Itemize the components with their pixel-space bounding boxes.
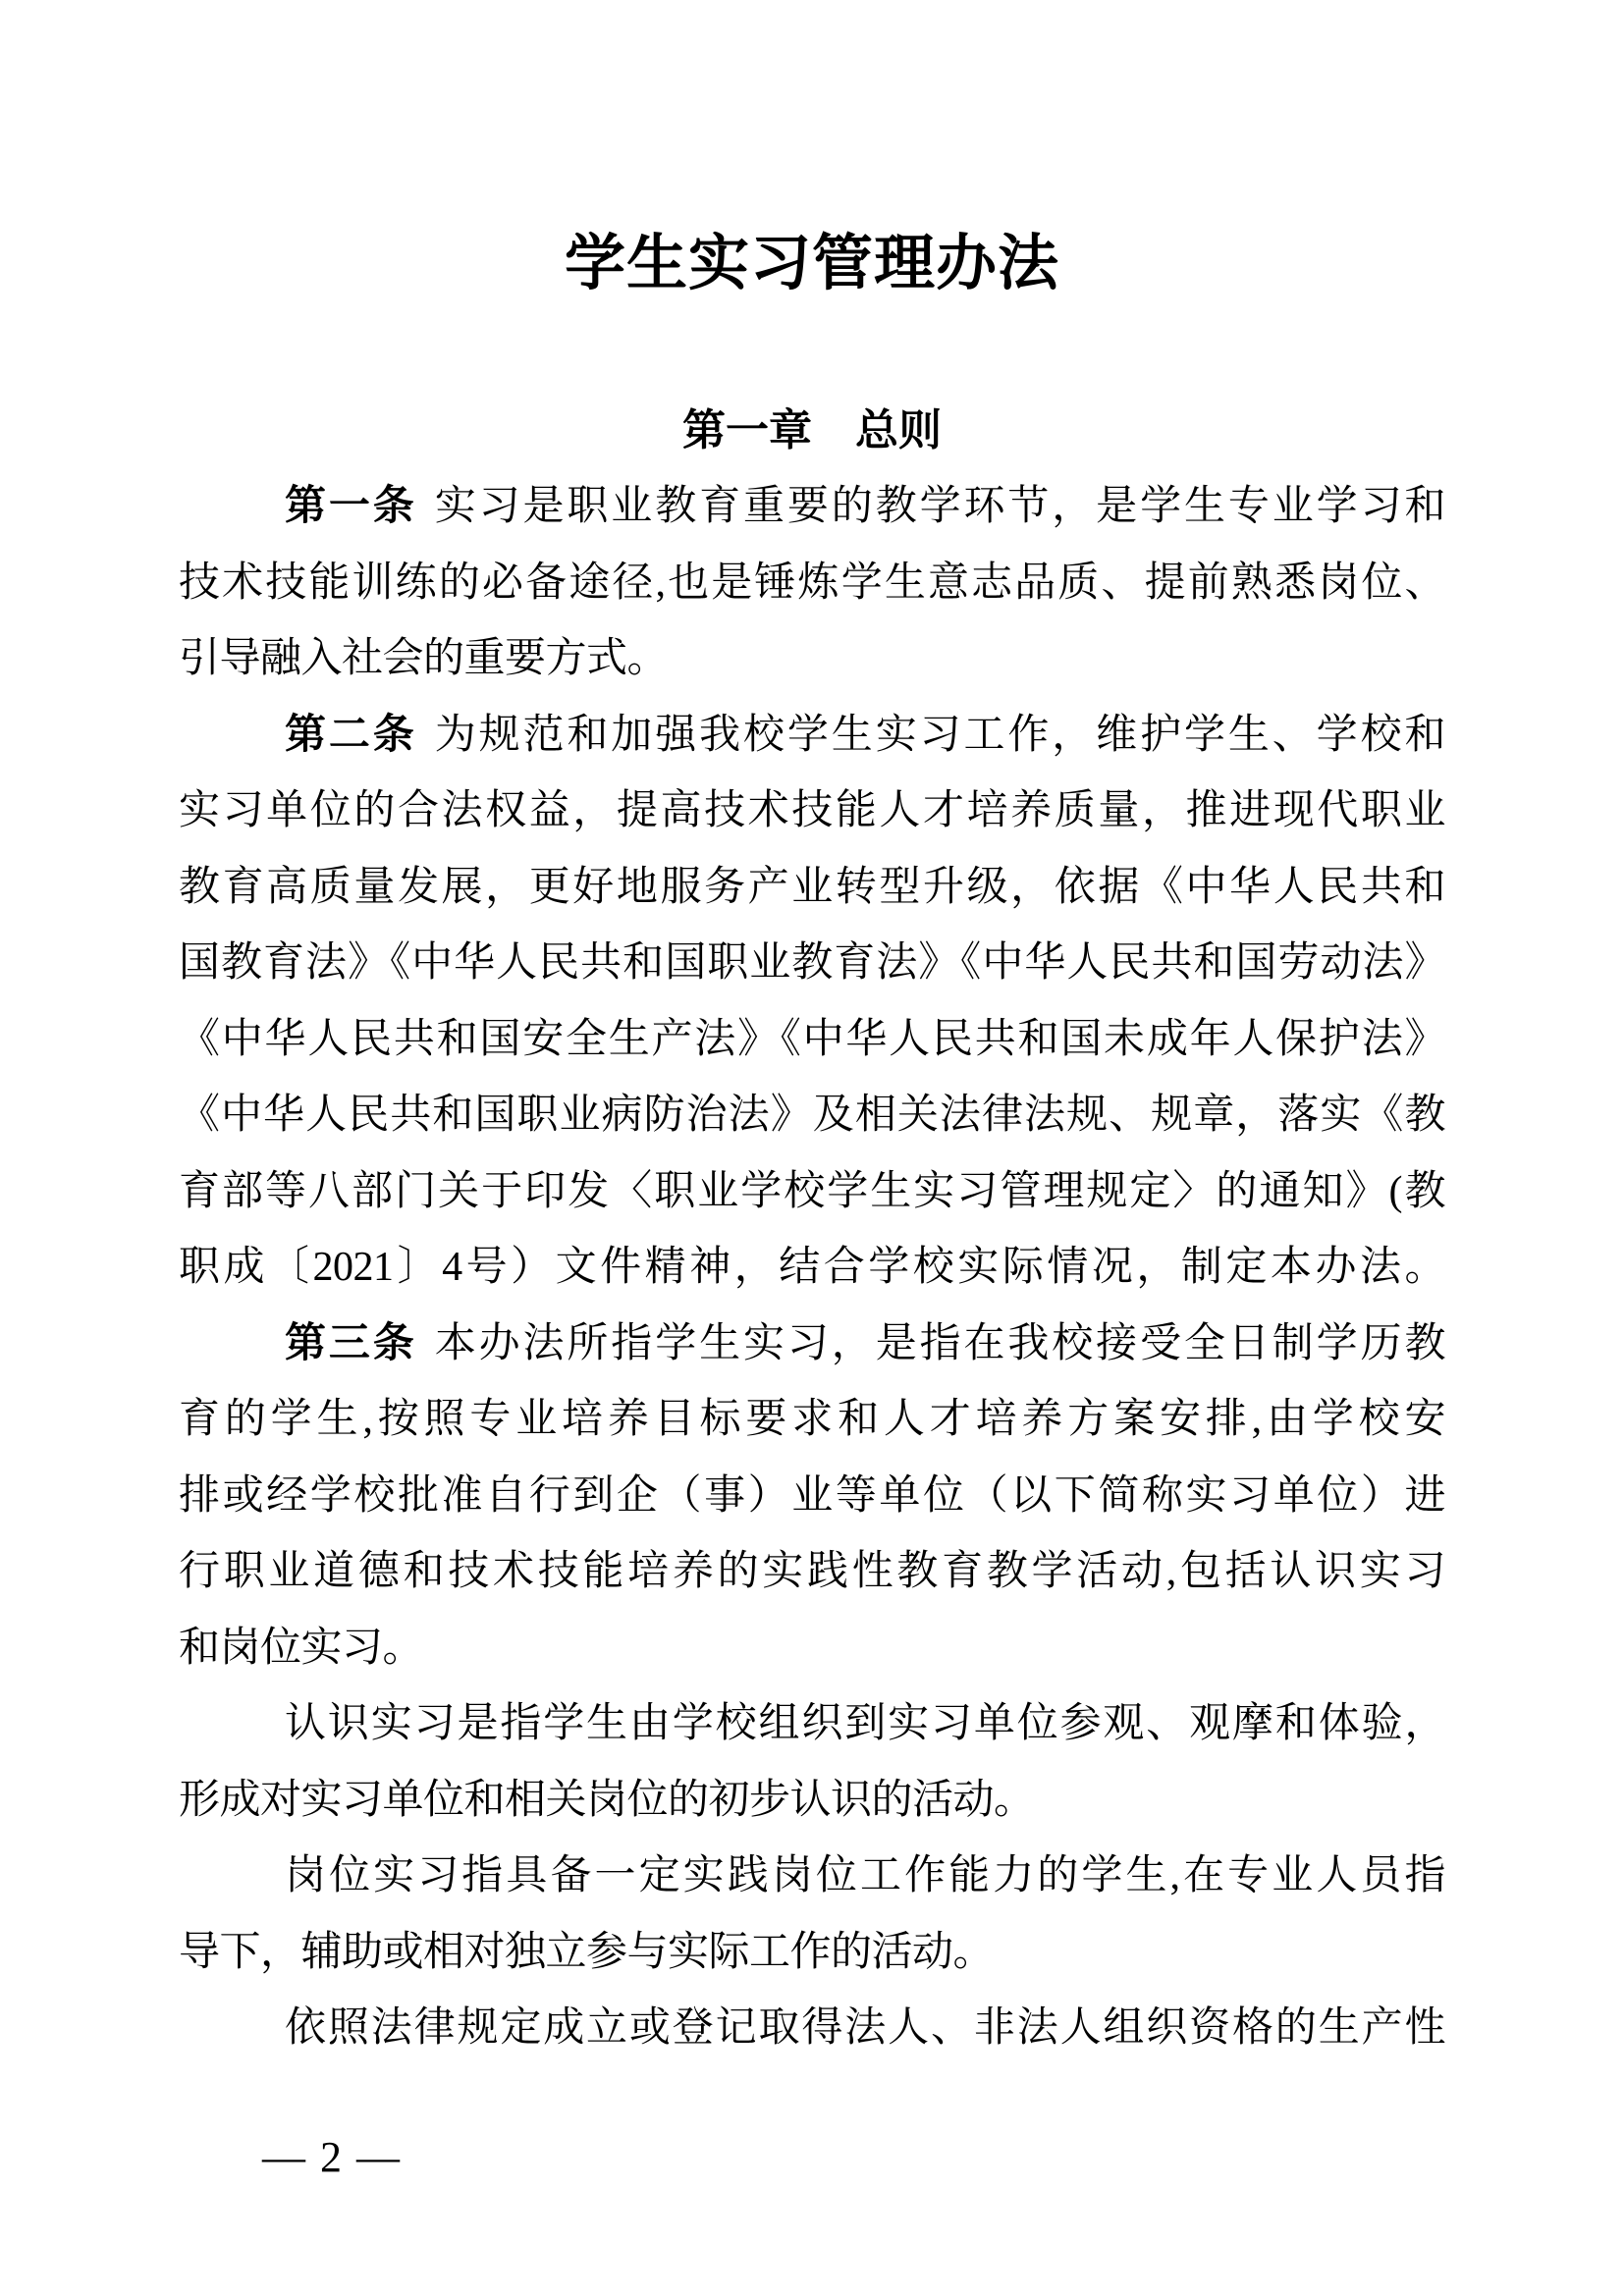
chapter-heading: 第一章 总则 (682, 406, 942, 454)
paragraph (179, 1991, 1445, 2067)
text-line: 育部等八部门关于印发〈职业学校学生实习管理规定〉的通知》(教 (179, 1168, 1445, 1214)
paragraph (179, 1686, 1445, 1839)
text-line: 和岗位实习。 (179, 1625, 424, 1671)
document-title: 学生实习管理办法 (564, 231, 1059, 297)
text-line: 技术技能训练的必备途径,也是锤炼学生意志品质、提前熟悉岗位、 (179, 560, 1445, 606)
text-line: 岗位实习指具备一定实践岗位工作能力的学生,在专业人员指 (285, 1853, 1445, 1898)
text-line: 依照法律规定成立或登记取得法人、非法人组织资格的生产性 (285, 2005, 1445, 2051)
paragraph (179, 469, 1445, 698)
text-line: 引导融入社会的重要方式。 (179, 636, 669, 681)
article-number: 第一条 (285, 484, 417, 529)
document-body (179, 469, 1445, 2067)
text-line: 行职业道德和技术技能培养的实践性教育教学活动,包括认识实习 (179, 1549, 1445, 1594)
article-number: 第三条 (285, 1320, 417, 1366)
page-number: — 2 — (262, 2133, 402, 2181)
text-line: 职成〔2021〕4号）文件精神，结合学校实际情况，制定本办法。 (179, 1245, 1445, 1290)
text-line: 第一条 实习是职业教育重要的教学环节，是学生专业学习和 (285, 484, 1445, 529)
text-line: 排或经学校批准自行到企（事）业等单位（以下简称实习单位）进 (179, 1472, 1445, 1519)
text-line: 《中华人民共和国安全生产法》《中华人民共和国未成年人保护法》 (179, 1016, 1445, 1062)
text-line: 实习单位的合法权益，提高技术技能人才培养质量，推进现代职业 (179, 788, 1445, 833)
text-line: 教育高质量发展，更好地服务产业转型升级，依据《中华人民共和 (179, 864, 1445, 910)
text-line: 导下，辅助或相对独立参与实际工作的活动。 (179, 1929, 995, 1975)
text-line: 《中华人民共和国职业病防治法》及相关法律法规、规章，落实《教 (179, 1093, 1445, 1138)
paragraph (179, 1839, 1445, 1991)
text-line: 第二条 为规范和加强我校学生实习工作，维护学生、学校和 (285, 712, 1445, 758)
text-line: 第三条 本办法所指学生实习，是指在我校接受全日制学历教 (285, 1320, 1445, 1366)
paragraph (179, 698, 1445, 1307)
article-number: 第二条 (285, 712, 417, 758)
text-line: 形成对实习单位和相关岗位的初步认识的活动。 (179, 1777, 1035, 1823)
text-line: 认识实习是指学生由学校组织到实习单位参观、观摩和体验， (285, 1701, 1445, 1746)
text-line: 国教育法》《中华人民共和国职业教育法》《中华人民共和国劳动法》 (179, 940, 1445, 986)
paragraph (179, 1307, 1445, 1687)
text-line: 育的学生,按照专业培养目标要求和人才培养方案安排,由学校安 (179, 1397, 1445, 1442)
